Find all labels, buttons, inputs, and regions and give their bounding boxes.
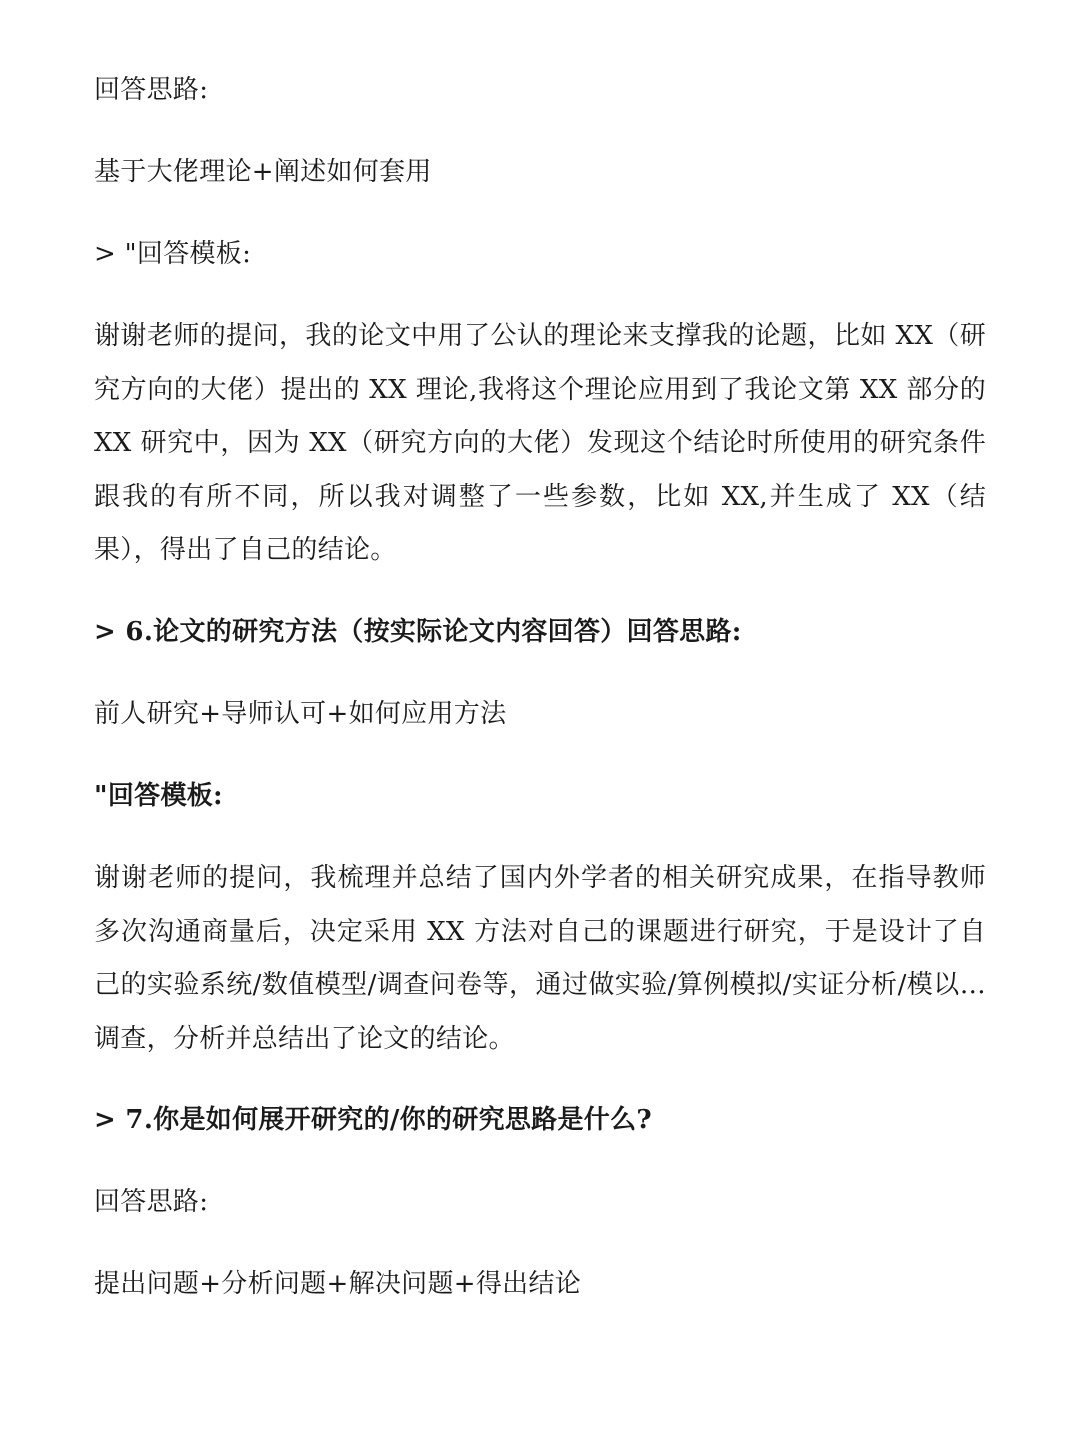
answer-template-paragraph: 谢谢老师的提问，我梳理并总结了国内外学者的相关研究成果，在指导教师多次沟通商量后，决定采用 XX 方法对自己的课题进行研究，于是设计了自己的实验系统/数值模型/调查问卷等，通过做实验/算例模拟/实证分析/模以…调查，分析并总结出了论文的结论。 [94,863,986,1054]
answer-approach-label: 回答思路: [94,75,209,105]
section-heading-7: > 7.你是如何展开研究的/你的研究思路是什么? [94,1105,652,1135]
answer-approach-text: 前人研究+导师认可+如何应用方法 [94,699,507,729]
answer-approach-text: 基于大佬理论+阐述如何套用 [94,157,432,187]
answer-template-label: "回答模板: [94,781,223,811]
answer-approach-label: 回答思路: [94,1187,209,1217]
answer-template-label: > "回答模板: [94,239,252,269]
answer-approach-text: 提出问题+分析问题+解决问题+得出结论 [94,1269,582,1299]
section-heading-6: > 6.论文的研究方法（按实际论文内容回答）回答思路: [94,617,742,647]
answer-template-paragraph: 谢谢老师的提问，我的论文中用了公认的理论来支撑我的论题，比如 XX（研究方向的大佬）提出的 XX 理论,我将这个理论应用到了我论文第 XX 部分的 XX 研究中，因为 XX（研究方向的大佬）发现这个结论时所使用的研究条件跟我的有所不同，所以我对调整了一些参数，比如 XX,并生成了 XX（结果），得出了自己的结论。 [94,321,986,565]
